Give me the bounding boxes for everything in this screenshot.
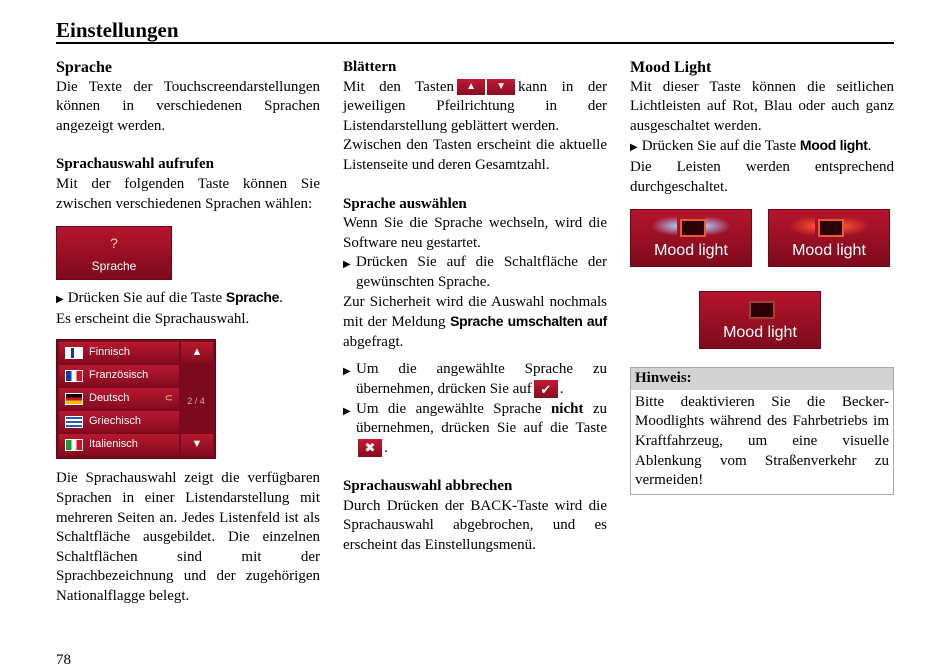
mood-light-off-image (699, 291, 821, 349)
scroll-down-icon: ▼ (181, 434, 213, 455)
mood-light-red-image (768, 209, 890, 267)
step-press-sprache (56, 288, 320, 310)
language-icon: ? (110, 235, 118, 252)
heading-blaettern: Blättern (343, 59, 397, 75)
lamp-icon (818, 219, 844, 237)
blaettern-text-2: kann in der jeweiligen Pfeilrichtung in der Listendarstellung geblättert werden. (343, 78, 608, 134)
bullet-triangle-icon: ▶ (630, 142, 638, 154)
hint-body: Bitte deaktivieren Sie die Becker-Moodlights während des Fahrbetriebs im Kraftfahrzeug, um eine visuelle Ablenkung vom Straßenverkehr zu vermeiden! (635, 393, 889, 489)
blue-glow-left (651, 216, 677, 236)
step-text: Drücken Sie auf die Taste (641, 138, 800, 155)
heading-sprache-auswaehlen: Sprache auswählen (343, 195, 467, 212)
lamp-icon (749, 301, 775, 319)
key-mood-light: Mood light (799, 137, 868, 154)
sicherheit-text-end: abgefragt. (343, 333, 404, 350)
language-item-deutsch (59, 388, 179, 409)
key-sprache: Sprache (225, 289, 280, 306)
title-rule (56, 42, 894, 44)
bullet-end: . (384, 439, 388, 456)
hint-title: Hinweis: (631, 368, 893, 390)
bullet-uebernehmen (343, 360, 607, 399)
step-text: Drücken Sie auf die Taste (67, 290, 226, 307)
page-title: Einstellungen (56, 18, 179, 42)
red-glow-right (843, 216, 869, 236)
heading-sprache: Sprache (56, 59, 112, 76)
paragraph-abbrechen: Durch Drücken der BACK-Taste wird die Sprachauswahl abgebrochen, und es erscheint das Einstellungsmenü. (343, 497, 607, 554)
language-list-image (56, 339, 216, 459)
language-item-finnisch (59, 342, 179, 363)
paragraph-wenn: Wenn Sie die Sprache wechseln, wird die Software neu gestartet. (343, 215, 607, 251)
bullet-text: Um die angewählte Sprache zu übernehmen, drücken Sie auf (356, 361, 607, 397)
bullet-triangle-icon: ▶ (343, 366, 351, 378)
language-item-franzoesisch (59, 365, 179, 386)
language-label: Italienisch (89, 438, 138, 451)
step-press-mood (630, 136, 894, 158)
language-label: Griechisch (89, 415, 141, 428)
paragraph-intro: Die Texte der Touchscreendarstellungen können in verschiedenen Sprachen angezeigt werden. (56, 78, 320, 134)
arrow-down-icon: ▼ (487, 79, 515, 95)
bullet-triangle-icon: ▶ (343, 405, 351, 417)
red-glow-left (789, 216, 815, 236)
bullet-druecken (343, 253, 607, 292)
paragraph-erscheint: Es erscheint die Sprachauswahl. (56, 310, 250, 327)
mood-light-label: Mood light (654, 241, 728, 259)
bullet-triangle-icon: ▶ (343, 259, 351, 271)
page-indicator: 2 / 4 (187, 396, 205, 407)
flag-germany-icon (65, 393, 83, 405)
flag-france-icon (65, 370, 83, 382)
language-label: Finnisch (89, 346, 130, 359)
hint-box (630, 367, 894, 495)
paragraph-liste: Die Sprachauswahl zeigt die verfügbaren Sprachen in einer Listendarstellung mit mehreren Seiten an. Jedes Listenfeld ist als Schaltfläche ausgebildet. Die einzelnen Schaltflächen sind mit der Sprachbezeichnung und der zugehörigen Nationalflagge belegt. (56, 470, 320, 604)
bullet-triangle-icon: ▶ (56, 294, 64, 306)
flag-finland-icon (65, 347, 83, 359)
confirm-check-icon: ✔ (534, 380, 558, 398)
language-item-italienisch (59, 434, 179, 455)
language-label: Französisch (89, 369, 149, 382)
step-end: . (867, 138, 872, 155)
bullet-text-2: zu übernehmen, drücken Sie auf die Taste (356, 400, 607, 437)
bullet-text: Drücken Sie auf die Schaltfläche der gewünschten Sprache. (356, 254, 607, 290)
paragraph-zwischen: Zwischen den Tasten erscheint die aktuelle Listenseite und deren Gesamtzahl. (343, 137, 607, 173)
lamp-icon (680, 219, 706, 237)
scroll-up-icon: ▲ (181, 342, 213, 363)
paragraph-taste: Mit der folgenden Taste können Sie zwischen verschiedenen Sprachen wählen: (56, 175, 320, 212)
paragraph-sicherheit (343, 293, 607, 353)
bullet-bold: nicht (550, 400, 584, 417)
arrow-keys-image (457, 79, 515, 95)
bullet-nicht-uebernehmen (343, 400, 607, 459)
column-mood-light (630, 58, 894, 495)
key-sprache-umschalten: Sprache umschalten auf (450, 313, 607, 330)
language-label: Deutsch (89, 392, 130, 405)
blaettern-text: Mit den Tasten (343, 78, 455, 95)
column-sprache (56, 58, 320, 607)
sicherheit-text: Zur Sicherheit wird die Auswahl nochmals mit der Meldung (343, 293, 607, 331)
mood-light-buttons (630, 209, 894, 359)
page-number: 78 (56, 652, 71, 668)
heading-abbrechen: Sprachauswahl abbrechen (343, 478, 513, 495)
mood-light-blue-image (630, 209, 752, 267)
bullet-end: . (559, 380, 564, 397)
step-end: . (279, 290, 283, 307)
heading-sprachauswahl-aufrufen: Sprachauswahl aufrufen (56, 156, 214, 173)
sprache-button-image (56, 226, 172, 280)
paragraph-blaettern (343, 78, 607, 137)
language-item-griechisch (59, 411, 179, 432)
arrow-up-icon: ▲ (457, 79, 485, 95)
blue-glow-right (705, 216, 731, 236)
mood-light-label: Mood light (792, 241, 866, 259)
heading-mood-light: Mood Light (630, 59, 712, 76)
selected-icon: ⊂ (164, 393, 173, 405)
column-blaettern (343, 58, 607, 556)
flag-greece-icon (65, 416, 83, 428)
bullet-text: Um die angewählte Sprache (356, 400, 551, 417)
cancel-x-icon: ✖ (358, 439, 382, 457)
flag-italy-icon (65, 439, 83, 451)
mood-light-label: Mood light (723, 323, 797, 341)
paragraph-leisten: Die Leisten werden entsprechend durchgeschaltet. (630, 158, 894, 195)
sprache-button-label: Sprache (91, 258, 137, 273)
paragraph-mood: Mit dieser Taste können die seitlichen Lichtleisten auf Rot, Blau oder auch ganz ausgeschaltet werden. (630, 78, 894, 134)
